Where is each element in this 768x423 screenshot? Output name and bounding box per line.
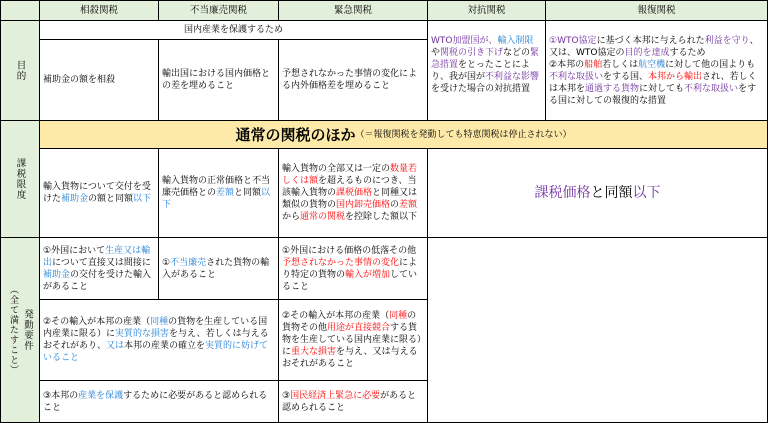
text-run: と同額 (590, 185, 633, 201)
cell-text (43, 181, 155, 205)
side-label-requirements (0, 237, 40, 423)
cell-text (162, 257, 275, 281)
text-run: 重大な損害 (291, 347, 337, 357)
text-run: ②その輸入が本邦の産業（ (43, 317, 151, 327)
text-run: 国内卸売価格 (336, 200, 391, 210)
text-run: していること (282, 269, 418, 292)
purpose-kinkyu: 予想されなかった事情の変化による内外価格差を埋めること (278, 39, 428, 121)
text-run: する貨物を生産している国内産業に限る）に (282, 323, 422, 357)
text-run: された貨物の輸入があること (162, 257, 270, 280)
header-taikou: 対抗関税 (427, 0, 546, 21)
text-run: 同種 (150, 317, 169, 327)
cell-text (43, 390, 275, 414)
banner-note-text: （＝報復関税を発動しても特恵関税は停止されない） (355, 129, 572, 140)
text-run: 差額 (399, 200, 418, 210)
req-sokai-futou-3 (39, 380, 279, 423)
text-run: 航空機 (638, 60, 666, 70)
text-run: ①外国において (43, 245, 106, 256)
text-run: 輸入貨物の正常価格と不当廉売価格との (162, 176, 271, 198)
text-run: 船舶 (584, 60, 603, 70)
text-run: 不利な取扱い (684, 84, 739, 94)
text-run: 緊急措置 (431, 48, 540, 70)
text-run: と同額 (234, 188, 262, 198)
req-futou-1 (158, 237, 279, 300)
text-run: 不当廉売 (170, 257, 207, 268)
text-run: 輸入制限 (497, 36, 534, 46)
cell-text (282, 310, 424, 370)
text-run: 差額 (216, 188, 235, 198)
cell-text (431, 36, 539, 94)
text-run: 関税の引き下げ (440, 48, 504, 58)
text-run: ①WTO協定 (549, 36, 597, 46)
cell-text (282, 163, 424, 223)
limit-kinkyu (278, 148, 428, 238)
text-run: 国民経済上緊急に必要 (290, 390, 381, 401)
text-run: 利益を守り (704, 36, 750, 46)
text-run: 不利な取扱い (549, 72, 604, 82)
text-run: 以下 (162, 188, 271, 210)
cell-text (282, 245, 424, 293)
text-run: をする国に対しての報復的な措置 (549, 84, 757, 106)
text-run: 又は (106, 341, 125, 351)
text-run: について直接又は間接に (52, 257, 151, 268)
text-run: 以下 (133, 194, 152, 204)
text-run: 補助金 (61, 194, 89, 204)
text-run: 通過する貨物 (585, 84, 640, 94)
text-run: 課税価格 (336, 188, 373, 198)
text-run: ②本邦の (549, 60, 585, 70)
text-run: 本邦の産業の確立を (124, 341, 206, 351)
text-run: などの (503, 48, 531, 58)
text-run: ②その輸入が本邦の産業（ (282, 311, 390, 321)
req-taikou-houfuku-empty (427, 237, 768, 423)
text-run: ①外国における価格の低落その他 (282, 245, 417, 256)
text-run: 通常の関税 (300, 212, 346, 222)
text-run: や (431, 48, 441, 58)
req-outer-label: （全て満たすこと） (8, 285, 18, 375)
purpose-houfuku (545, 20, 768, 121)
text-run: 若しくは (602, 60, 639, 70)
text-run: に対して他の国よりも (665, 60, 756, 70)
text-run: を受けた場合の対抗措置 (431, 84, 531, 94)
text-run: するために必要があると認められること (43, 390, 268, 413)
cell-text (535, 187, 661, 199)
text-run: の交付を受けた輸入があること (43, 269, 152, 292)
text-run: を与え、又は与えるおそれがあること (282, 347, 418, 369)
text-run: され、若しくは本邦を (549, 72, 757, 94)
text-run: 補助金 (43, 269, 71, 280)
text-run: 実質的に妨げていること (43, 341, 269, 363)
limit-sokai (39, 148, 159, 238)
text-run: の貨物を生産している国内産業に限る）に (43, 317, 268, 339)
limit-futou (158, 148, 279, 238)
header-futou: 不当廉売関税 (158, 0, 279, 21)
text-run: があると認められること (282, 390, 417, 413)
text-run: するため (669, 48, 706, 58)
text-run: を与え、若しくは与えるおそれがあり、 (43, 329, 269, 351)
purpose-futou: 輸出国における国内価格との差を埋めること (158, 39, 279, 121)
cell-text (43, 245, 155, 293)
limit-banner (39, 120, 768, 149)
text-run: の貨物その他 (282, 311, 417, 333)
text-run: から (282, 212, 301, 222)
text-run: 数量若しくは額 (282, 164, 418, 186)
purpose-common: 国内産業を保護するため (39, 20, 428, 40)
limit-taikou-houfuku (427, 148, 768, 238)
side-label-purpose: 目的 (0, 20, 40, 121)
text-run: 課税価格 (534, 185, 591, 201)
text-run: の (390, 200, 400, 210)
req-sokai-1 (39, 237, 159, 300)
text-run: 輸入貨物の全部又は一定の (282, 164, 391, 174)
req-kinkyu-1 (278, 237, 428, 300)
header-sokai: 相殺関税 (39, 0, 159, 21)
purpose-taikou (427, 20, 546, 121)
text-run: 輸入貨物について交付を受けた (43, 182, 151, 204)
text-run: 以下 (632, 185, 661, 201)
req-kinkyu-2 (278, 299, 428, 381)
text-run: 輸入が増加 (345, 269, 391, 280)
cell-text (282, 390, 424, 414)
text-run: 本邦から輸出 (648, 72, 703, 82)
text-run: により特定の貨物の (282, 257, 418, 280)
text-run: 同種 (389, 311, 408, 321)
text-run: 産業を保護 (78, 390, 124, 401)
text-run: WTO加盟国が、 (431, 36, 498, 46)
purpose-sokai: 補助金の額を相殺 (39, 39, 159, 121)
text-run: ③本邦の (43, 390, 79, 401)
text-run: 、又は、WTO協定の (549, 36, 759, 58)
header-kinkyu: 緊急関税 (278, 0, 428, 21)
text-run: の額と同額 (88, 194, 134, 204)
text-run: に対しても (639, 84, 685, 94)
text-run: ③ (282, 390, 291, 401)
text-run: を控除した額以下 (345, 212, 418, 222)
text-run: と同種又は類似の貨物の (282, 188, 418, 210)
text-run: を超えるものにつき、当該輸入貨物の (282, 176, 417, 198)
side-label-scope: 課税限度 (0, 120, 40, 238)
text-run: ① (162, 257, 171, 268)
cell-text (162, 175, 275, 211)
cell-text (549, 36, 759, 106)
text-run: をとったことにより、我が国が (431, 60, 530, 82)
text-run: 用途が直接競合 (327, 323, 391, 333)
banner-main-text: 通常の関税のほか (235, 125, 356, 144)
req-inner-label: 発動要件 (22, 309, 33, 351)
text-run: に基づく本邦に与えられた (596, 36, 705, 46)
text-run: 実質的な損害 (115, 329, 170, 339)
cell-text (43, 316, 275, 364)
text-run: 不利益な影響 (485, 72, 540, 82)
text-run: 生産又は輸出 (43, 245, 151, 268)
req-kinkyu-3 (278, 380, 428, 423)
corner-cell (0, 0, 40, 21)
text-run: 目的を達成 (624, 48, 670, 58)
req-sokai-futou-2 (39, 299, 279, 381)
text-run: をする国、 (603, 72, 649, 82)
header-houfuku: 報復関税 (545, 0, 768, 21)
text-run: 予想されなかった事情の変化 (282, 257, 400, 268)
